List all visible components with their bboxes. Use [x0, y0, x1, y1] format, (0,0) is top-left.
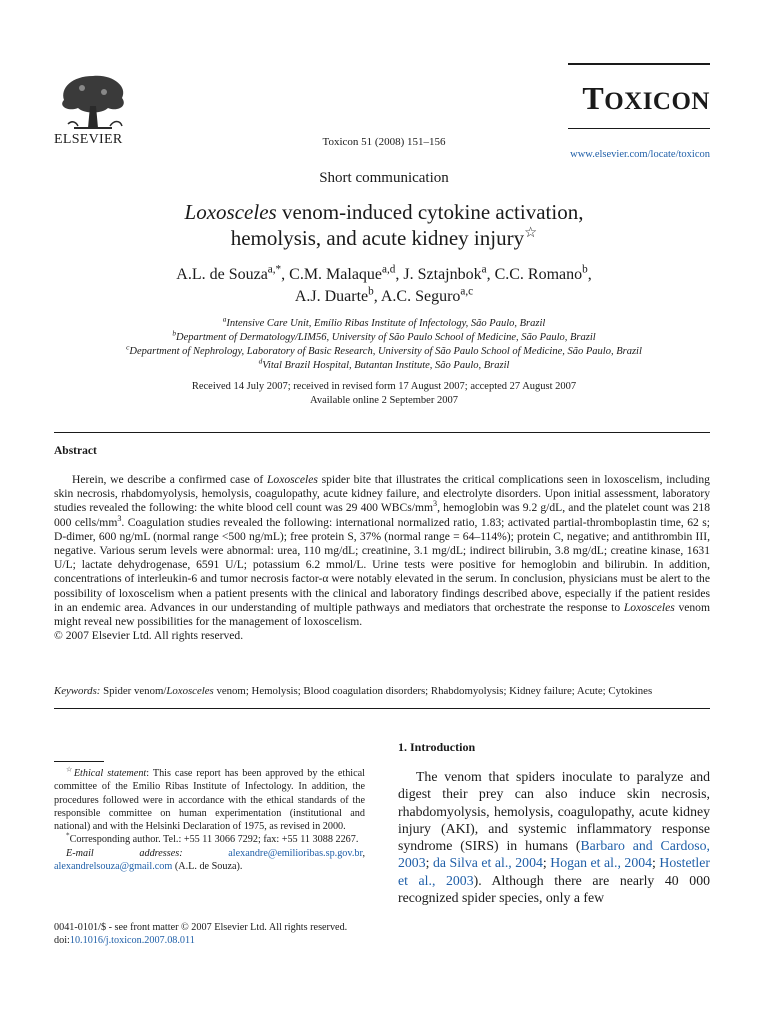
journal-title-initial: T — [582, 80, 605, 116]
author: J. Sztajnbok$^a$, — [403, 263, 495, 283]
email-link[interactable]: alexandre@emilioribas.sp.gov.br — [228, 847, 363, 859]
journal-title — [568, 80, 710, 117]
article-title — [60, 199, 708, 251]
title-line1: venom-induced cytokine activation, — [276, 200, 584, 224]
article-dates — [40, 380, 728, 408]
front-matter — [54, 921, 414, 948]
abstract-paragraph: Herein, we describe a confirmed case of Loxosceles spider bite that illustrates the critical complications seen in loxoscelism, including skin necrosis, rhabdomyolysis, hemolysis, coagulopathy, acute kidney failure, and electrolyte disorders. Upon initial assessment, laboratory studies revealed the following: the white blood cell count was 29 400 WBCs/$mm^3$, hemoglobin was 9.2 g/dL, and the platelet count was 218 000 cells/$mm^3$. Coagulation studies revealed the following: international normalized ratio, 1.83; activated partial-thromboplastin time, 62 s; D-dimer, 600 ng/mL (normal range <500 ng/mL); free protein S, 37% (normal range = 64–114%); protein C, negative; and antithrombin III, negative. Various serum levels were abnormal: urea, 110 mg/dL; creatinine, 3.1 mg/dL; indirect bilirubin, 3.8 mg/dL; creatine kinase, 1631 U/L; lactate dehydrogenase, 6591 U/L; potassium 6.2 mmol/L. Urine tests were positive for hemoglobin and bilirubin. In addition, concentrations of interleukin-6 and tumor necrosis factor-α were notably elevated in the serum. In conclusion, physicians must be alert to the possibility of loxoscelism when a patient presents with the clinical and laboratory findings described above, especially if the patient resides in an endemic area. Advances in our understanding of multiple pathways and mediators that orchestrate the response to Loxosceles venom might reveal new possibilities for the management of loxoscelism. — [54, 473, 711, 629]
ethical-statement: ☆Ethical statement: This case report has been approved by the ethical committee of the Emilio Ribas Institute of Infectology. In addition, the procedures followed were in accordance with the ethical standards of the responsible committee on human experimentation (institutional and national) and with the Helsinki Declaration of 1975, as revised in 2000. — [54, 765, 366, 833]
publisher-name: ELSEVIER — [54, 132, 123, 147]
author: C.C. Romano$^b$, — [494, 263, 592, 283]
intro-paragraph: The venom that spiders inoculate to paralyze and digest their prey can also induce skin necrosis, rhabdomyolysis, hemolysis, coagulopathy, acute kidney injury (AKI), and systemic inflammatory response syndrome (SIRS) in humans (Barbaro and Cardoso, 2003; da Silva et al., 2004; Hogan et al., 2004; Hostetler et al., 2003). Although there are nearly 40 000 recognized spider species, only a few — [398, 769, 710, 906]
journal-citation: Toxicon 51 (2008) 151–156 — [322, 136, 446, 148]
abstract-body — [54, 473, 710, 643]
abstract-bottom-rule — [54, 708, 710, 709]
intro-body — [398, 768, 710, 906]
reference-link[interactable]: da Silva et al., 2004 — [432, 855, 543, 871]
abstract-copyright: © 2007 Elsevier Ltd. All rights reserved. — [54, 629, 244, 643]
author-list — [60, 264, 708, 308]
journal-title-rest: OXICON — [604, 88, 710, 115]
received-dates: Received 14 July 2007; received in revised form 17 August 2007; accepted 27 August 2007 — [191, 381, 577, 392]
reference-link[interactable]: Barbaro and Cardoso, 2003 — [398, 838, 710, 871]
header-rule — [568, 63, 710, 65]
title-genus: Loxosceles — [184, 200, 277, 224]
issn-line: 0041-0101/$ - see front matter © 2007 Elsevier Ltd. All rights reserved. — [54, 922, 348, 933]
footnote-rule — [54, 761, 104, 762]
footnotes — [54, 767, 365, 873]
journal-url-link[interactable]: www.elsevier.com/locate/toxicon — [570, 149, 710, 160]
affiliation-row: $^c$Department of Nephrology, Laboratory of Basic Research, University of São Paulo School of Medicine, São Paulo, Brazil — [126, 342, 642, 357]
abstract-top-rule — [54, 432, 710, 433]
doi-link[interactable]: 10.1016/j.toxicon.2007.08.011 — [69, 935, 195, 947]
email-addresses: E-mail addresses: alexandre@emilioribas.sp.gov.br, alexandrelsouza@gmail.com (A.L. de Souza). — [54, 847, 365, 873]
title-footnote-star[interactable]: ☆ — [524, 225, 538, 241]
title-line2: hemolysis, and acute kidney injury — [230, 226, 525, 250]
author: A.J. Duarte$^b$, — [294, 285, 381, 305]
reference-link[interactable]: Hostetler et al., 2003 — [398, 855, 710, 888]
article-type: Short communication — [319, 170, 449, 186]
journal-rule — [568, 128, 710, 129]
section-heading: 1. Introduction — [398, 740, 476, 754]
affiliation-row: $^d$Vital Brazil Hospital, Butantan Institute, São Paulo, Brazil — [258, 356, 510, 371]
reference-link[interactable]: Hogan et al., 2004 — [550, 855, 653, 871]
author: A.C. Seguro$^{a,c}$ — [380, 285, 474, 305]
abstract-heading: Abstract — [54, 445, 97, 457]
author: A.L. de Souza$^{a,*}$, — [176, 263, 290, 283]
author: C.M. Malaque$^{a,d}$, — [289, 263, 404, 283]
keywords: Keywords: Spider venom/Loxosceles venom; Hemolysis; Blood coagulation disorders; Rhabdomyolysis; Kidney failure; Acute; Cytokines — [54, 685, 653, 697]
affiliations — [40, 314, 728, 373]
affiliation-row: $^b$Department of Dermatology/LIM56, University of São Paulo School of Medicine, São Paulo, Brazil — [172, 328, 596, 343]
available-online: Available online 2 September 2007 — [310, 395, 458, 406]
affiliation-row: $^a$Intensive Care Unit, Emílio Ribas Institute of Infectology, São Paulo, Brazil — [222, 314, 546, 329]
elsevier-tree-logo — [54, 66, 132, 132]
doi-line: doi:10.1016/j.toxicon.2007.08.011 — [54, 935, 195, 947]
corresponding-author: *Corresponding author. Tel.: +55 11 3066 7292; fax: +55 11 3088 2267. — [66, 832, 359, 846]
email-link[interactable]: alexandrelsouza@gmail.com — [54, 861, 173, 873]
keywords-label: Keywords: — [54, 685, 101, 697]
